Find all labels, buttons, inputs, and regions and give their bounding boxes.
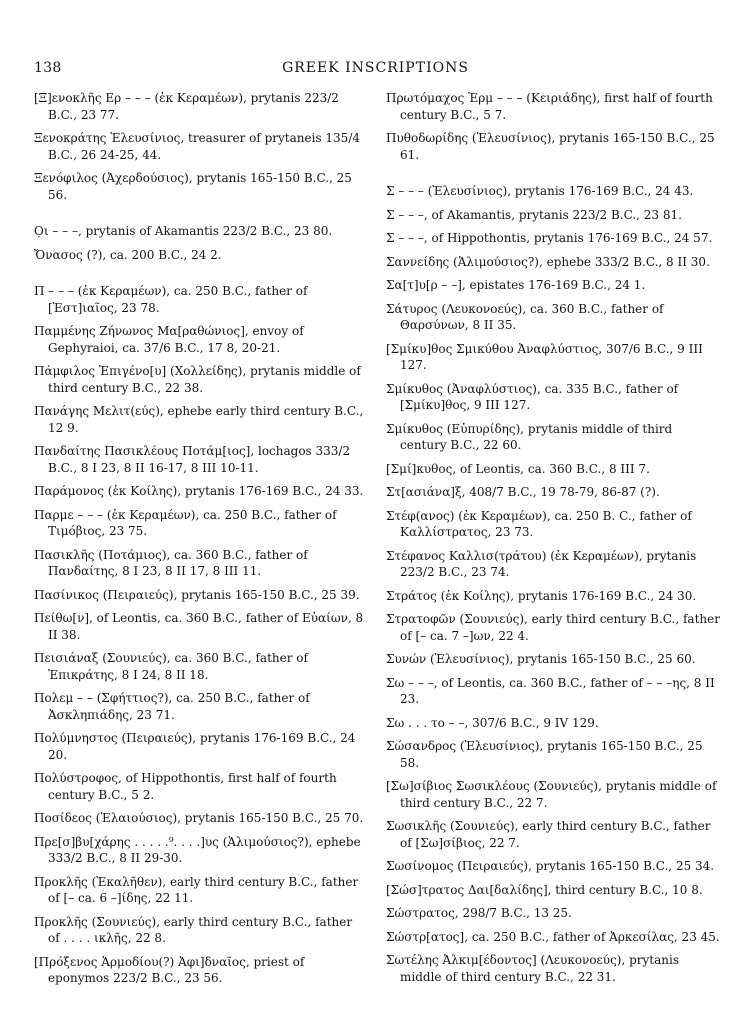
index-entry: Πρωτόμαχος Ἑρμ – – – (Κειριάδης), first half of fourth century B.C., 5 7. (386, 91, 713, 122)
index-entry: Πασικλῆς (Ποτάμιος), ca. 360 B.C., father of Πανδαίτης, 8 I 23, 8 II 17, 8 III 11. (34, 547, 308, 578)
running-title: GREEK INSCRIPTIONS (282, 60, 469, 76)
index-entry: Σμίκυθος (Εὐπυρίδης), prytanis middle of third century B.C., 22 60. (386, 421, 673, 452)
index-entry: [Ξ]ενοκλῆς Ερ – – – (ἐκ Κεραμέων), prytanis 223/2 B.C., 23 77. (34, 91, 339, 122)
index-entry: Σώστρατος, 298/7 B.C., 13 25. (386, 906, 572, 920)
index-entry: Σω . . . το – –, 307/6 B.C., 9 IV 129. (386, 715, 599, 730)
index-entry: Στέφανος Καλλισ(τράτου) (ἐκ Κεραμέων), prytanis 223/2 B.C., 23 74. (386, 548, 697, 579)
index-entry: Πολύμνηστος (Πειραιεύς), prytanis 176-169 B.C., 24 20. (34, 731, 356, 762)
index-entry: [Σω]σίβιος Σωσικλέους (Σουνιεύς), prytanis middle of third century B.C., 22 7. (386, 779, 717, 810)
index-entry: Παμμένης Ζήνωνος Μα[ραθώνιος], envoy of Gephyraioi, ca. 37/6 B.C., 17 8, 20-21. (34, 324, 304, 355)
index-entry: Σ – – –, of Hippothontis, prytanis 176-169 B.C., 24 57. (386, 231, 713, 245)
index-entry: Πεισιάναξ (Σουνιεύς), ca. 360 B.C., father of Ἐπικράτης, 8 I 24, 8 II 18. (34, 651, 308, 682)
left-column (34, 90, 364, 994)
index-entry: Συνών (Ἐλευσίνιος), prytanis 165-150 B.C., 25 60. (386, 652, 696, 666)
index-entry: Στ[ασιάνα]ξ, 408/7 B.C., 19 78-79, 86-87 (?). (386, 485, 660, 499)
index-entry: Πανδαίτης Πασικλέους Ποτάμ[ιος], lochagos 333/2 B.C., 8 I 23, 8 II 16-17, 8 III 10-11. (34, 444, 351, 475)
index-entry: Πολύστροφος, of Hippothontis, first half of fourth century B.C., 5 2. (34, 771, 337, 802)
index-entry: Ξενόφιλος (Ἀχερδούσιος), prytanis 165-150 B.C., 25 56. (34, 171, 352, 202)
index-entry: Σ – – – (Ἐλευσίνιος), prytanis 176-169 B.C., 24 43. (386, 184, 694, 198)
index-entry: Παράμονος (ἐκ Κοίλης), prytanis 176-169 B.C., 24 33. (34, 484, 364, 498)
index-entry: Πασίνικος (Πειραιεύς), prytanis 165-150 B.C., 25 39. (34, 587, 360, 602)
index-entry: Σάτυρος (Λευκονοεύς), ca. 360 B.C., father of Θαρσύνων, 8 II 35. (386, 301, 664, 332)
index-entry: Στρατοφῶν (Σουνιεύς), early third century B.C., father of [– ca. 7 –]ων, 22 4. (386, 612, 720, 643)
index-entry: Σα[τ]υ[ρ – –], epistates 176-169 B.C., 24 1. (386, 278, 646, 292)
index-entry: Σμίκυθος (Ἀναφλύστιος), ca. 335 B.C., father of [Σμίκυ]θος, 9 III 127. (386, 381, 679, 412)
index-entry: Ποσίδεος (Ἐλαιούσιος), prytanis 165-150 B.C., 25 70. (34, 811, 364, 825)
index-entry: Πείθω[ν], of Leontis, ca. 360 B.C., father of Εὐαίων, 8 II 38. (34, 611, 364, 642)
index-entry: [Σμίκυ]θος Σμικύθου Ἀναφλύστιος, 307/6 B.C., 9 III 127. (386, 341, 703, 372)
index-entry: Π – – – (ἐκ Κεραμέων), ca. 250 B.C., father of [Ἑστ]ιαῖος, 23 78. (34, 284, 308, 315)
index-entry: Σώσανδρος (Ἐλευσίνιος), prytanis 165-150 B.C., 25 58. (386, 739, 703, 770)
index-entry: Παρμε – – – (ἐκ Κεραμέων), ca. 250 B.C., father of Τιμόβιος, 23 75. (34, 507, 337, 538)
index-entry: Στράτος (ἐκ Κοίλης), prytanis 176-169 B.C., 24 30. (386, 588, 697, 603)
index-entry: Προκλῆς (Ἐκαλῆθεν), early third century B.C., father of [– ca. 6 –]ίδης, 22 11. (34, 874, 359, 905)
page-number: 138 (34, 60, 62, 76)
index-entry: Πάμφιλος Ἐπιγένο[υ] (Χολλείδης), prytanis middle of third century B.C., 22 38. (34, 364, 361, 395)
index-entry: Σω – – –, of Leontis, ca. 360 B.C., father of – – –ης, 8 II 23. (386, 675, 715, 706)
right-column (386, 90, 721, 992)
index-entry: Προκλῆς (Σουνιεύς), early third century B.C., father of . . . . ικλῆς, 22 8. (34, 914, 353, 945)
index-entry: Πυθοδωρίδης (Ἐλευσίνιος), prytanis 165-150 B.C., 25 61. (386, 131, 715, 162)
index-entry: Σ – – –, of Akamantis, prytanis 223/2 B.C., 23 81. (386, 207, 682, 222)
index-entry: Ὄνασος (?), ca. 200 B.C., 24 2. (34, 247, 222, 262)
index-entry: Πολεμ – – (Σφήττιος?), ca. 250 B.C., father of Ἀσκληπιάδης, 23 71. (34, 691, 310, 722)
index-entry: Ξενοκράτης Ἐλευσίνιος, treasurer of prytaneis 135/4 B.C., 26 24-25, 44. (34, 131, 360, 162)
index-entry: Σωσικλῆς (Σουνιεύς), early third century B.C., father of [Σω]σίβιος, 22 7. (386, 819, 711, 850)
index-entry: Πανάγης Μελιτ(εύς), ephebe early third century B.C., 12 9. (34, 404, 364, 435)
index-entry: Σωτέλης Ἀλκιμ[έδοντος] (Λευκονοεύς), prytanis middle of third century B.C., 22 31. (386, 953, 679, 984)
index-entry: Σωσίνομος (Πειραιεύς), prytanis 165-150 B.C., 25 34. (386, 859, 715, 873)
index-entry: Σώστρ[ατος], ca. 250 B.C., father of Ἀρκεσίλας, 23 45. (386, 929, 720, 944)
index-entry: Στέφ(ανος) (ἐκ Κεραμέων), ca. 250 B. C., father of Καλλίστρατος, 23 73. (386, 508, 692, 539)
index-entry: [Σμί]κυθος, of Leontis, ca. 360 B.C., 8 III 7. (386, 461, 650, 476)
index-entry: [Σώσ]τρατος Δαι[δαλίδης], third century B.C., 10 8. (386, 882, 703, 897)
index-entry: Πρε[σ]βυ[χάρης . . . . .⁹. . . .]υς (Ἁλιμούσιος?), ephebe 333/2 B.C., 8 II 29-30. (34, 834, 361, 865)
index-entry: [Πρόξενος Ἁρμοδίου(?) Ἀφι]δναῖος, priest of eponymos 223/2 B.C., 23 56. (34, 954, 305, 985)
index-entry: Σαννείδης (Ἁλιμούσιος?), ephebe 333/2 B.C., 8 II 30. (386, 254, 710, 269)
index-entry: Ọι – – –, prytanis of Akamantis 223/2 B.C., 23 80. (34, 224, 333, 238)
